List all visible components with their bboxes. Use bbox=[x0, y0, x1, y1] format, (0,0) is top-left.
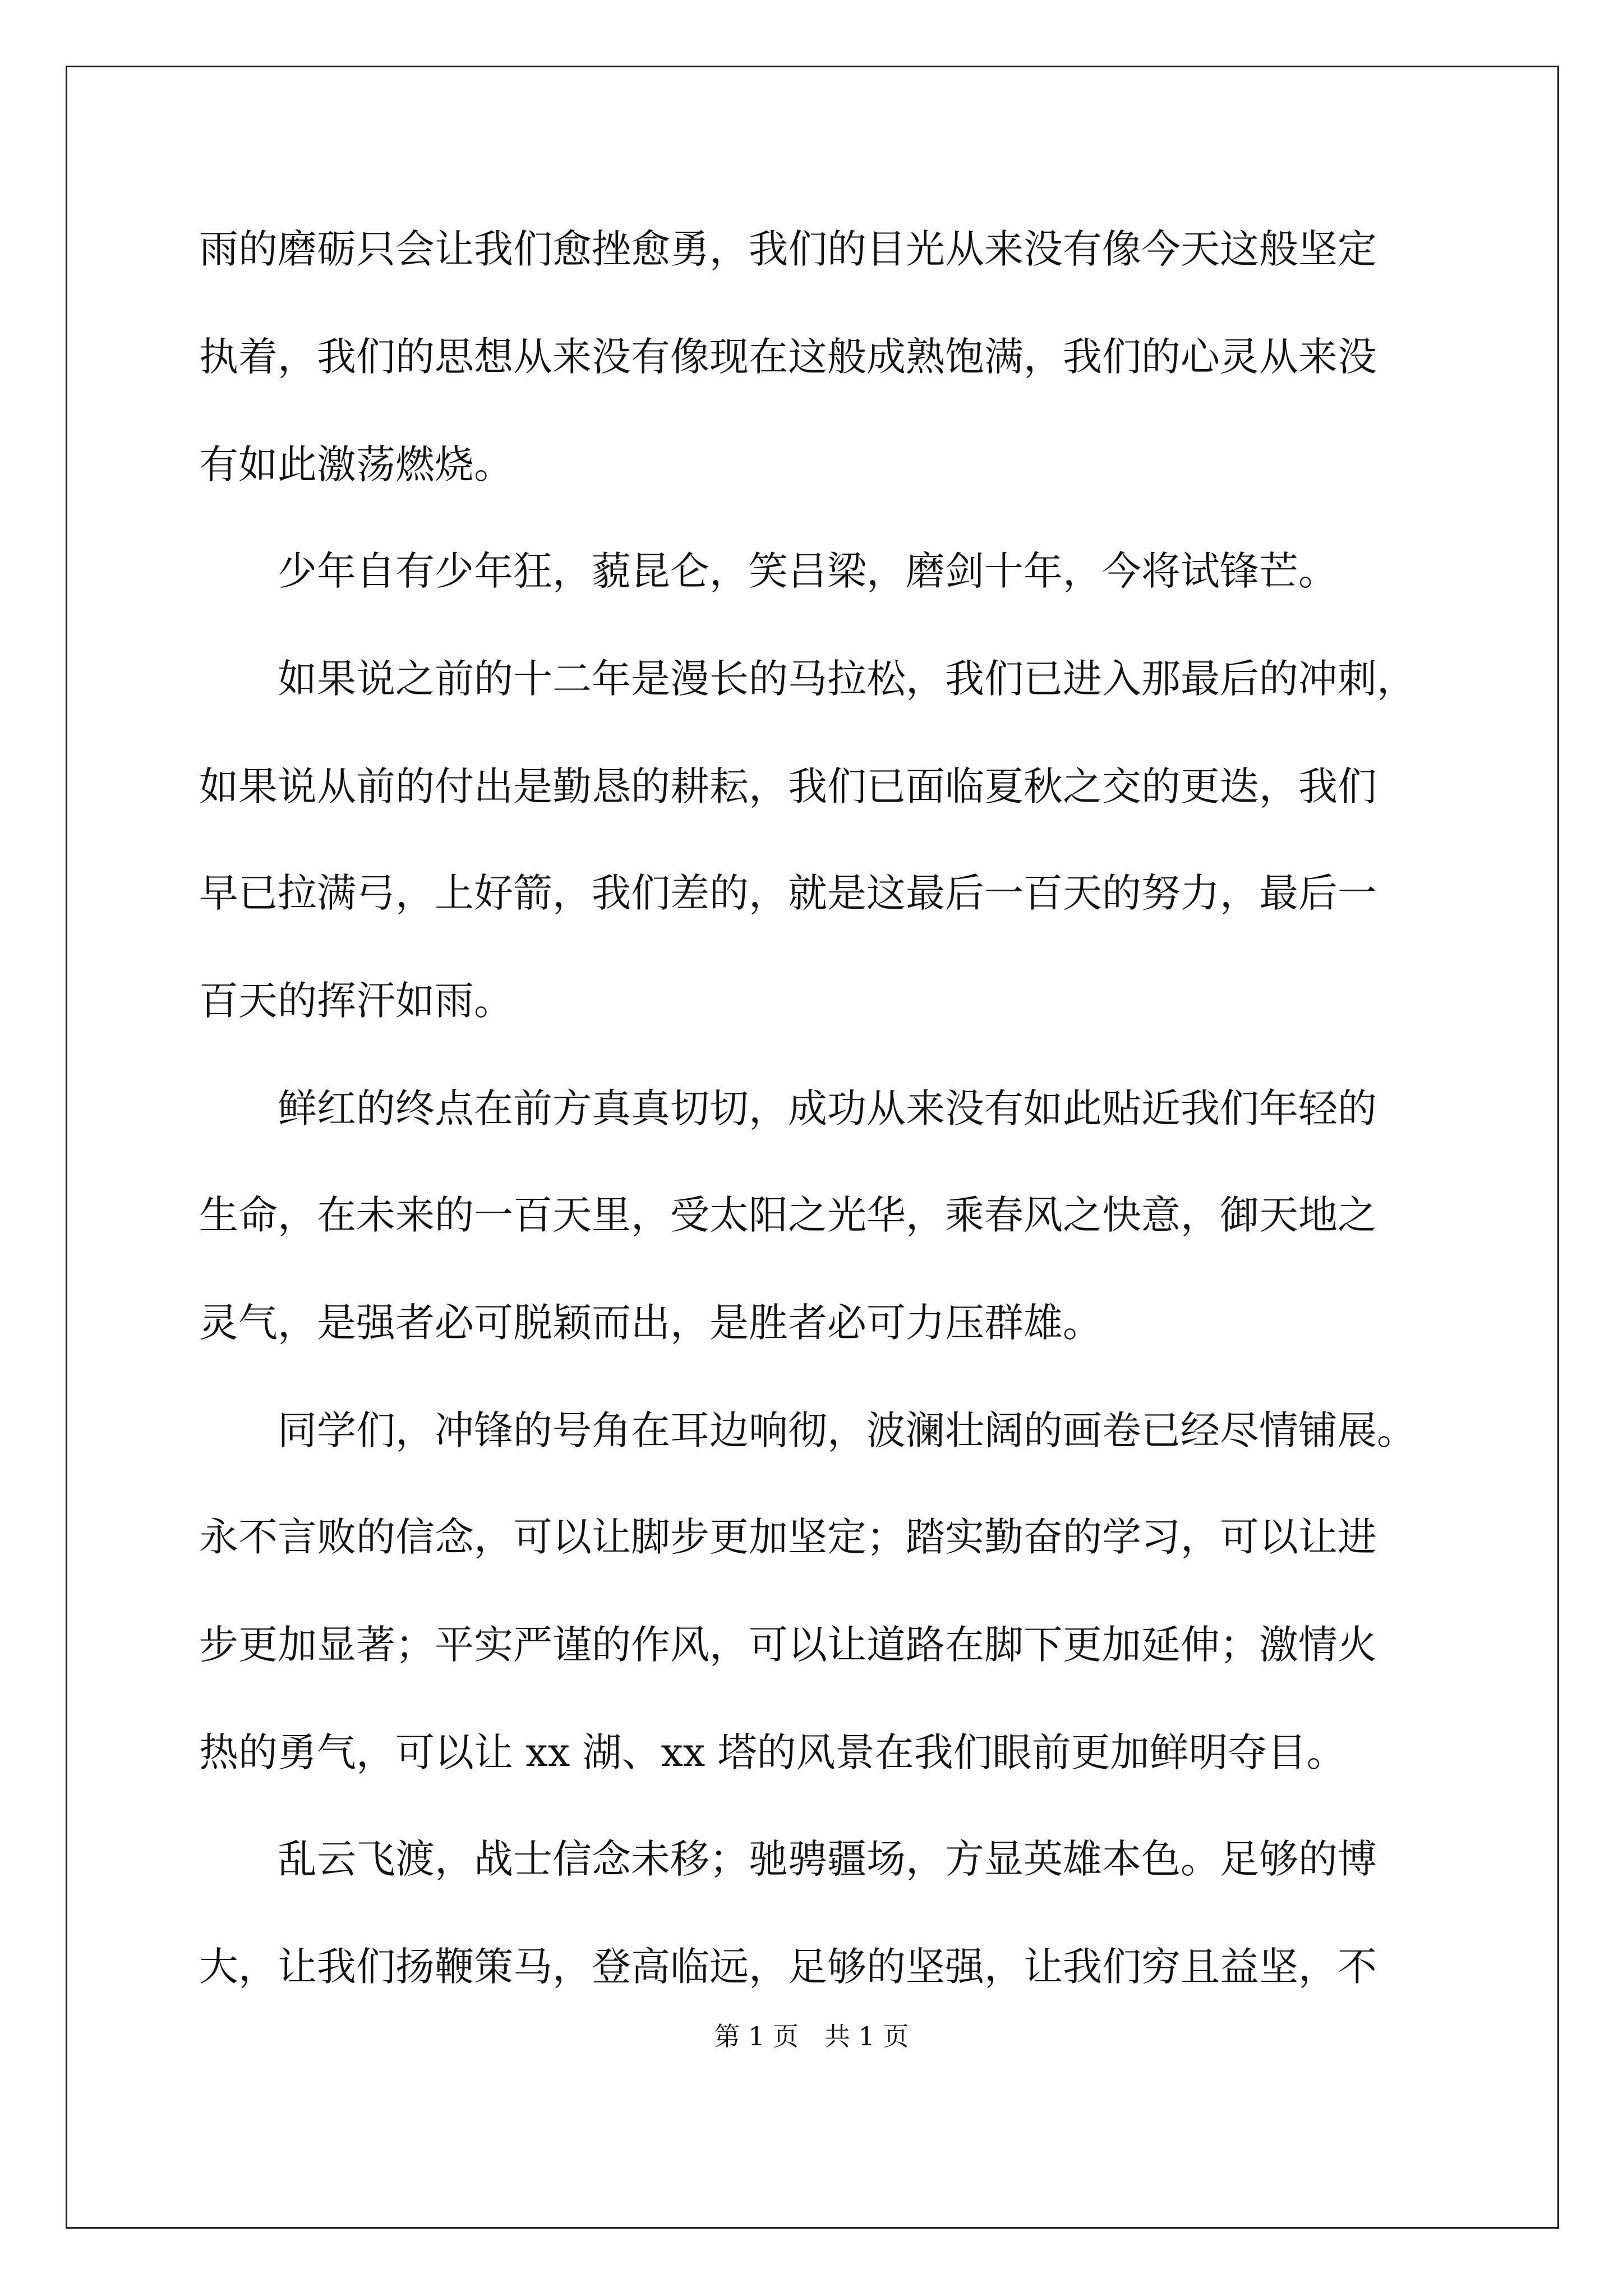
body-text-line: 热的勇气，可以让 xx 湖、xx 塔的风景在我们眼前更加鲜明夺目。 bbox=[199, 1729, 1346, 1775]
body-text-line: 灵气，是强者必可脱颖而出，是胜者必可力压群雄。 bbox=[199, 1300, 1102, 1346]
page-border bbox=[66, 66, 1559, 2229]
body-text-line: 步更加显著；平实严谨的作风，可以让道路在脚下更加延伸；激情火 bbox=[199, 1622, 1377, 1668]
body-text-line: 同学们，冲锋的号角在耳边响彻，波澜壮阔的画卷已经尽情铺展。 bbox=[199, 1407, 1416, 1453]
body-text-line: 少年自有少年狂，藐昆仑，笑吕梁，磨剑十年，今将试锋芒。 bbox=[199, 548, 1338, 594]
body-text-line: 永不言败的信念，可以让脚步更加坚定；踏实勤奋的学习，可以让进 bbox=[199, 1514, 1377, 1560]
page-number-footer: 第 1 页 共 1 页 bbox=[714, 2021, 909, 2051]
body-text-line: 早已拉满弓，上好箭，我们差的，就是这最后一百天的努力，最后一 bbox=[199, 870, 1377, 916]
body-text-line: 雨的磨砺只会让我们愈挫愈勇，我们的目光从来没有像今天这般坚定 bbox=[199, 226, 1377, 272]
body-text-line: 鲜红的终点在前方真真切切，成功从来没有如此贴近我们年轻的 bbox=[199, 1085, 1377, 1131]
body-text-line: 如果说之前的十二年是漫长的马拉松，我们已进入那最后的冲刺， bbox=[199, 656, 1416, 702]
body-text-line: 如果说从前的付出是勤恳的耕耘，我们已面临夏秋之交的更迭，我们 bbox=[199, 763, 1377, 809]
body-text-line: 百天的挥汗如雨。 bbox=[199, 978, 513, 1024]
body-text-line: 执着，我们的思想从来没有像现在这般成熟饱满，我们的心灵从来没 bbox=[199, 334, 1377, 380]
body-text-line: 大，让我们扬鞭策马，登高临远，足够的坚强，让我们穷且益坚，不 bbox=[199, 1944, 1377, 1990]
body-text-line: 生命，在未来的一百天里，受太阳之光华，乘春风之快意，御天地之 bbox=[199, 1192, 1377, 1238]
body-text-line: 有如此激荡燃烧。 bbox=[199, 441, 513, 487]
body-text-line: 乱云飞渡，战士信念未移；驰骋疆场，方显英雄本色。足够的博 bbox=[199, 1836, 1377, 1882]
